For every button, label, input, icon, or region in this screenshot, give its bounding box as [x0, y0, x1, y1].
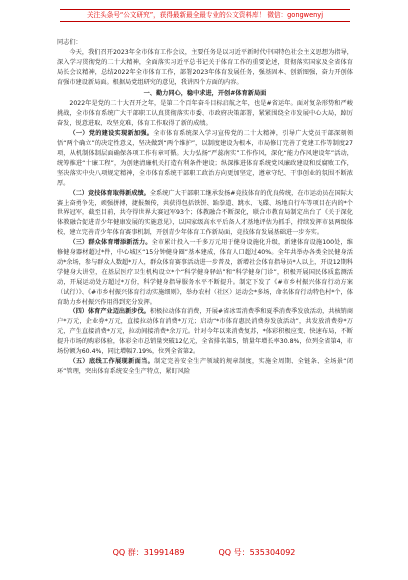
- salutation: 同志们：: [57, 39, 82, 46]
- intro-paragraph: 今天，我们召开2023年全市体育工作会议，主要任务是以习近平新时代中国特色社会主义思想为指导，深入学习贯彻党的二十大精神，全面落实习近平总书记关于体育工作的重要论述，贯彻落实国家及全省体育局长会议精神，总结2022年全市体育工作，部署2023年体育发展任务，强基固本、创新图强，奋力开创体育强市建设新局面。根据局党组研究的意见，我讲四个方面的内容。: [57, 48, 353, 86]
- item-1-title: （一）党的建设实现新加强。: [69, 130, 154, 138]
- item-5-body: 制定完善安全生产领域的规章制度，实施全周期、全链条、全场景“闭环”管理，突出体育系统安全生产特点，紧盯风险: [57, 358, 353, 375]
- item-2-title: （二）竞技体育取得新成绩。: [69, 189, 150, 197]
- item-3-paragraph: [57, 238, 353, 307]
- section-1-title: 一、勤力同心，稳中求进，开创#体育新局面: [143, 89, 267, 97]
- footer-qq-group: QQ 群：31991489: [112, 548, 185, 557]
- footer-contact: [0, 548, 408, 558]
- item-4-title: （四）体育产业迈出新步伐。: [69, 308, 150, 316]
- item-2-paragraph: [57, 189, 353, 239]
- header-banner: 关注头条号“公文研究”，获得最新最全最专业的公文资料库！ 微信：gongwenyj: [60, 9, 350, 22]
- item-4-paragraph: [57, 307, 353, 357]
- item-4-body: 积极拉动体育消费，开展#省冰雪消费季和夏季消费季发放活动，共核销商户*万元，企业券*万元，直接拉动体育消费*万元；启动“*市体育惠民消费券发放活动”，共发放消费券*万元，产生直接消费*万元，拉动间接消费*余万元。针对今年以来消费复苏，*体彩积极应变、快速布局，不断提升市场的购彩体验，体彩全市总销量突破12亿元，全省排名第5，销量年增长率30.8%，位列全省第4，市场份额为60.4%，同比增幅7.19%，位列全省第2。: [57, 308, 353, 356]
- item-3-title: （三）群众体育增添新活力。: [69, 239, 152, 247]
- item-5-paragraph: [57, 357, 353, 377]
- document-body: [57, 38, 353, 538]
- item-1-body: 全市体育系统深入学习宣传党的二十大精神，引导广大党员干部深刻领悟“两个确立”的决定性意义，坚决做到“两个维护”，以制度建设为根本，市局修订完善了党建工作等制度27项，从机制体制层面确保各项工作有章可循。大力弘扬“严蕊南实”工作作风，深化“能力作风建设年”活动，统筹推进“十廉工程”，为创建清廉机关打造有利条件建设；纵深推进体育系统党风廉政建设和反腐败工作，坚决落实中央八项规定精神，全市体育系统干部职工政治方向更加坚定，遵章守纪、干事创业的氛围不断浓厚。: [57, 130, 353, 187]
- item-1-paragraph: [57, 129, 353, 188]
- section-1-intro: 2022年是党的二十大召开之年，是第二个百年奋斗目标启航之年，也是#省运年。面对复杂形势和严峻挑战，全市体育系统广大干部职工认真贯彻落实市委、市政府决策部署，紧紧围绕全市发展中心大局，踔厉奋发，锐意进取、攻坚克难，体育工作取得了新的成绩。: [57, 100, 353, 128]
- item-3-body: 全市累计投入一千多万元用于健身设施化升级，新建体育设施100处，维修健身器材超过*件，中心城区“15分钟健身圈”基本建成，体育人口超过40%。全年共举办各类全民健身活动*余场，参与群众人数超*万人，群众体育赛事活动进一步普及，新增社会体育指导员*人以上，开设12期科学健身大讲堂，在基层医疗卫生机构设立*个“科学健身驿站”和“科学健身门诊”，积极开展国民体质监测活动，开展运动处方超过*万份，科学健身指导服务水平不断提升。制定下发了《#市乡村振兴体育行动方案（试行）》、《#市乡村振兴体育行动实施细则》，举办农村（社区）运动会*多场，命名体育行动特色村*个，体育助力乡村振兴作用得到充分发挥。: [57, 239, 353, 306]
- footer-qq-number: QQ 号：535304092: [218, 548, 296, 557]
- item-5-title: （五）底线工作展现新面当。: [69, 358, 155, 365]
- item-2-body: 全系统广大干部职工继承发扬#竞技体育的优良传统，在市运动员在国际大赛上奋勇争先，顽强拼搏，捷报频传，共获得包括铁饼、跆拳道、跳水、飞碟、场地自行车等项目在内的*个世界冠军，截至目前，共夺得世界大赛冠军93个；体教融合不断深化，联合市教育局制定出台了《关于深化体教融合促进青少年健康发展的实施意见》，以国家级高水平后备人才基地评估为抓手，持续发挥市县两级体校，建立完善青少年体育赛事机制，开创青少年体育工作新局面，竞技体育发展基础进一步夯实。: [57, 189, 353, 237]
